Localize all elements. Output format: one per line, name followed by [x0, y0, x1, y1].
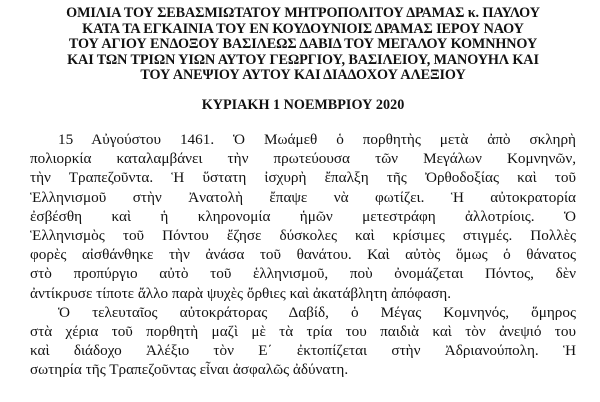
text-line: στὸ προπύργιο αὐτὸ τοῦ ἑλληνισμοῦ, ποὺ ὀνομάζεται Πόντος, δὲν: [30, 265, 576, 283]
document-date: ΚΥΡΙΑΚΗ 1 ΝΟΕΜΒΡΙΟΥ 2020: [201, 96, 405, 113]
text-line: καὶ διάδοχο Ἀλέξιο τὸν Ε΄ ἐκτοπίζεται στὴν Ἀδριανούπολη. Ἡ: [30, 342, 576, 360]
text-line: ἀντίκρυσε τίποτε ἄλλο παρὰ ψυχὲς ὄρθιες καὶ ἀκατάβλητη ἀπόφαση.: [30, 284, 452, 302]
paragraph: [30, 303, 576, 380]
text-line: Ἑλληνισμοῦ στὴν Ἀνατολὴ ἔπαψε νὰ φωτίζει. Ἡ αὐτοκρατορία: [30, 188, 576, 206]
title-line: ΚΑΤΑ ΤΑ ΕΓΚΑΙΝΙΑ ΤΟΥ ΕΝ ΚΟΥΔΟΥΝΙΟΙΣ ΔΡΑΜΑΣ ΙΕΡΟΥ ΝΑΟΥ: [82, 20, 524, 37]
title-line: ΤΟΥ ΑΓΙΟΥ ΕΝΔΟΞΟΥ ΒΑΣΙΛΕΩΣ ΔΑΒΙΔ ΤΟΥ ΜΕΓΑΛΟΥ ΚΟΜΝΗΝΟΥ: [68, 36, 538, 53]
document-body: [30, 130, 576, 380]
text-line: 15 Αὐγούστου 1461. Ὁ Μωάμεθ ὁ πορθητὴς μετὰ ἀπὸ σκληρὴ: [58, 130, 576, 148]
text-line: στὰ χέρια τοῦ πορθητὴ μαζὶ μὲ τὰ τρία του παιδιὰ καὶ τὸν ἀνεψιό του: [30, 323, 576, 340]
text-line: ἐσβέσθη καὶ ἡ κληρονομία ἡμῶν μετεστράφη ἀλλοτρίοις. Ὁ: [30, 207, 576, 225]
title-line: ΟΜΙΛΙΑ ΤΟΥ ΣΕΒΑΣΜΙΩΤΑΤΟΥ ΜΗΤΡΟΠΟΛΙΤΟΥ ΔΡΑΜΑΣ κ. ΠΑΥΛΟΥ: [66, 5, 540, 21]
text-line: Ὁ τελευταῖος αὐτοκράτορας Δαβίδ, ὁ Μέγας Κομνηνός, ὅμηρος: [58, 303, 576, 321]
paragraph: [30, 130, 576, 303]
text-line: πολιορκία καταλαμβάνει τὴν πρωτεύουσα τῶν Μεγάλων Κομνηνῶν,: [30, 150, 576, 168]
title-line: ΤΟΥ ΑΝΕΨΙΟΥ ΑΥΤΟΥ ΚΑΙ ΔΙΑΔΟΧΟΥ ΑΛΕΞΙΟΥ: [140, 67, 466, 84]
document-title: [30, 6, 576, 84]
text-line: φορὲς αἰσθάνθηκε τὴν ἀνάσα τοῦ θανάτου. Καὶ αὐτὸς ὅμως ὁ θάνατος: [30, 246, 576, 264]
text-line: τὴν Τραπεζοῦντα. Ἡ ὕστατη ἰσχυρὴ ἔπαλξη τῆς Ὀρθοδοξίας καὶ τοῦ: [30, 169, 576, 187]
text-line: Ἑλληνισμὸς τοῦ Πόντου ἔζησε δύσκολες καὶ κρίσιμες στιγμές. Πολλὲς: [30, 226, 576, 244]
text-line: σωτηρία τῆς Τραπεζοῦντας εἶναι ἀσφαλῶς ἀδύνατη.: [30, 361, 349, 379]
title-line: ΚΑΙ ΤΩΝ ΤΡΙΩΝ ΥΙΩΝ ΑΥΤΟΥ ΓΕΩΡΓΙΟΥ, ΒΑΣΙΛΕΙΟΥ, ΜΑΝΟΥΗΛ ΚΑΙ: [67, 51, 539, 68]
